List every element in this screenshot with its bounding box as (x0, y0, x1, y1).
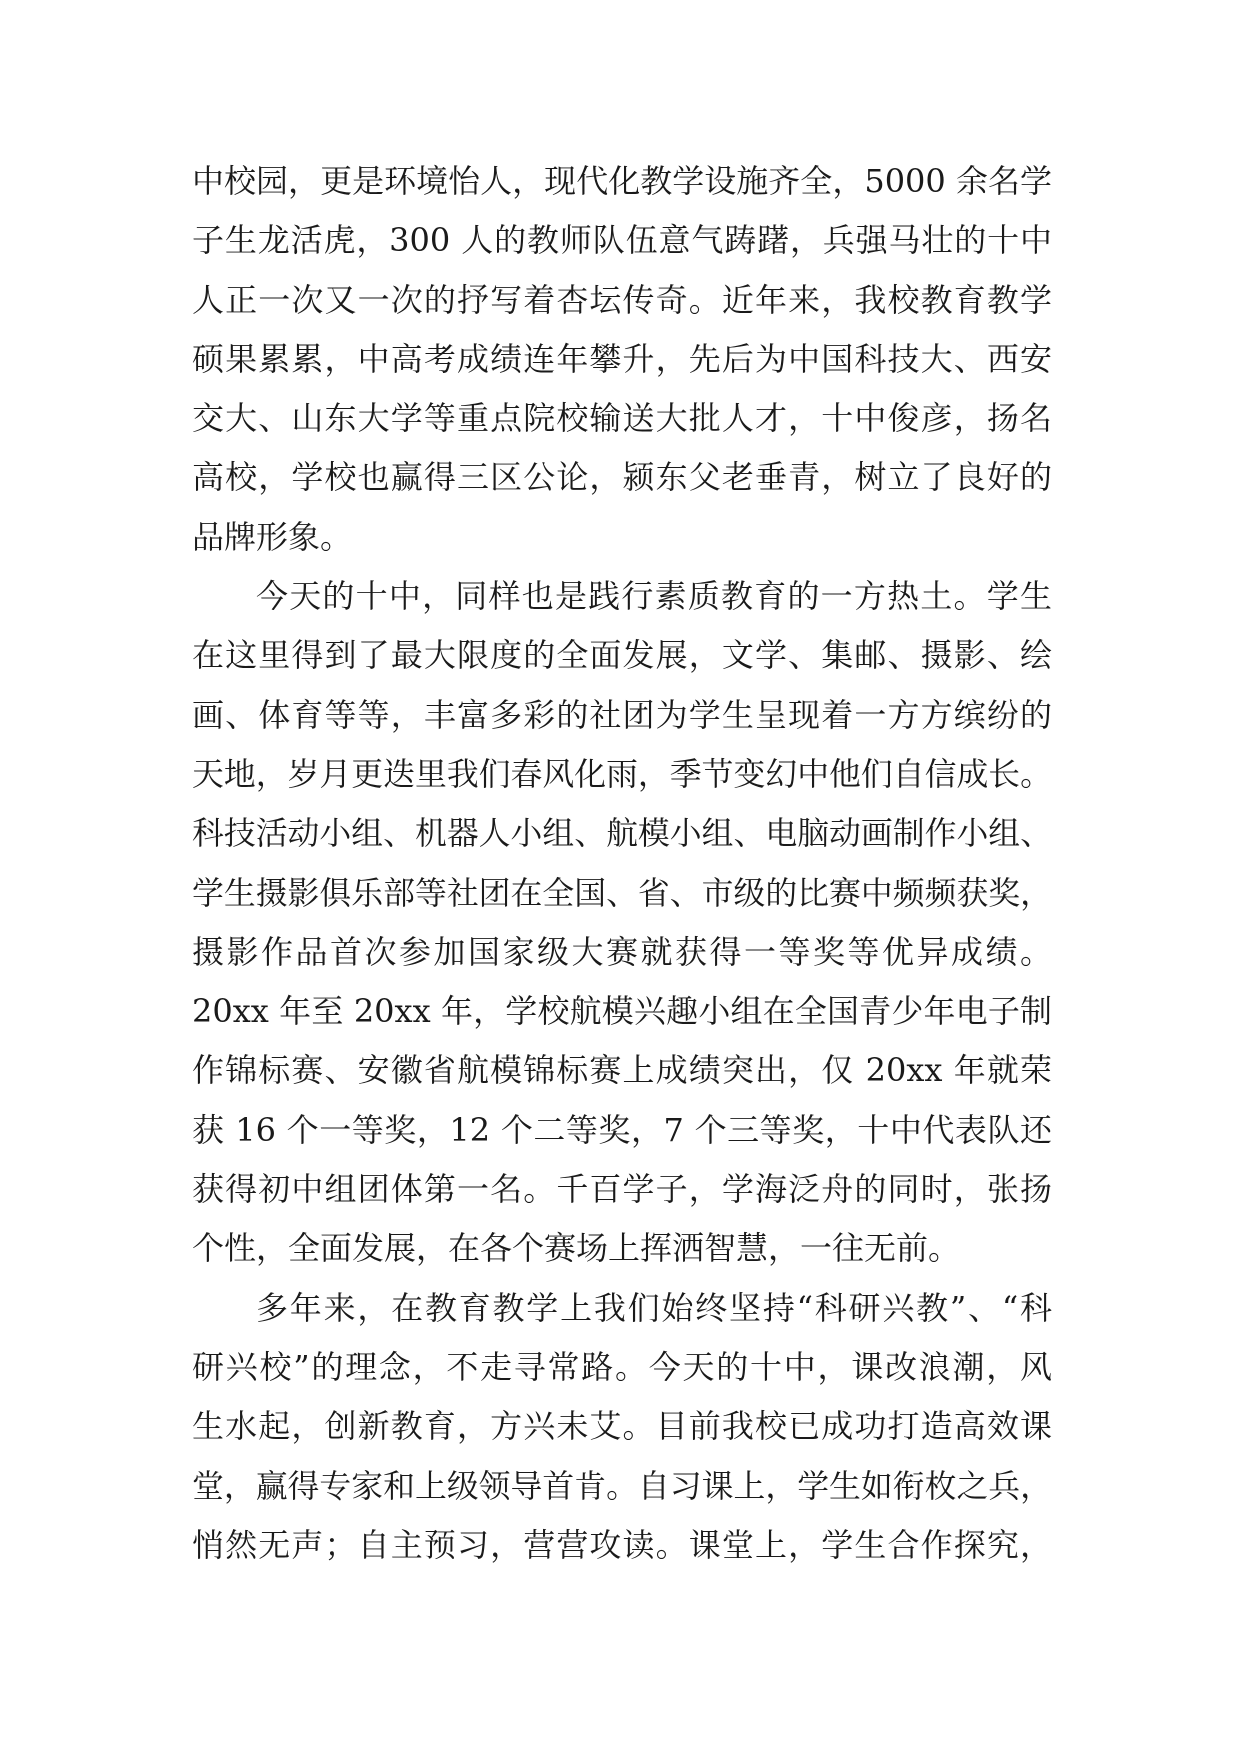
paragraph-2-line-2: 在这里得到了最大限度的全面发展，文学、集邮、摄影、绘 (192, 636, 1052, 675)
paragraph-1-line-3: 人正一次又一次的抒写着杏坛传奇。近年来，我校教育教学 (192, 280, 1052, 319)
paragraph-2-line-9: 作锦标赛、安徽省航模锦标赛上成绩突出，仅 20xx 年就荣 (192, 1051, 1052, 1090)
paragraph-2-line-11: 获得初中组团体第一名。千百学子，学海泛舟的同时，张扬 (192, 1170, 1052, 1209)
paragraph-1-line-1: 中校园，更是环境怡人，现代化教学设施齐全，5000 余名学 (192, 162, 1052, 200)
paragraph-2-line-8: 20xx 年至 20xx 年，学校航模兴趣小组在全国青少年电子制 (192, 992, 1052, 1031)
paragraph-2-line-4: 天地，岁月更迭里我们春风化雨，季节变幻中他们自信成长。 (192, 754, 1052, 793)
paragraph-3-line-5: 悄然无声；自主预习，营营攻读。课堂上，学生合作探究， (192, 1525, 1052, 1564)
paragraph-2-line-12: 个性，全面发展，在各个赛场上挥洒智慧，一往无前。 (192, 1229, 961, 1268)
paragraph-2-line-1: 今天的十中，同样也是践行素质教育的一方热土。学生 (256, 577, 1052, 616)
paragraph-1-line-5: 交大、山东大学等重点院校输送大批人才，十中俊彦，扬名 (192, 399, 1052, 438)
paragraph-2-line-10: 获 16 个一等奖，12 个二等奖，7 个三等奖，十中代表队还 (192, 1110, 1052, 1149)
paragraph-1-line-6: 高校，学校也赢得三区公论，颍东父老垂青，树立了良好的 (192, 458, 1052, 497)
paragraph-3-line-3: 生水起，创新教育，方兴未艾。目前我校已成功打造高效课 (192, 1407, 1052, 1446)
document-body (192, 152, 1052, 1575)
paragraph-2-line-3: 画、体育等等，丰富多彩的社团为学生呈现着一方方缤纷的 (192, 695, 1052, 734)
paragraph-1-line-2: 子生龙活虎，300 人的教师队伍意气踌躇，兵强马壮的十中 (192, 221, 1052, 260)
paragraph-3-line-4: 堂，赢得专家和上级领导首肯。自习课上，学生如衔枚之兵， (192, 1466, 1052, 1505)
paragraph-2-line-7: 摄影作品首次参加国家级大赛就获得一等奖等优异成绩。 (192, 932, 1052, 971)
paragraph-2-line-6: 学生摄影俱乐部等社团在全国、省、市级的比赛中频频获奖， (192, 873, 1052, 912)
paragraph-2-line-5: 科技活动小组、机器人小组、航模小组、电脑动画制作小组、 (192, 814, 1052, 853)
paragraph-3-line-1: 多年来，在教育教学上我们始终坚持“科研兴教”、“科 (256, 1288, 1052, 1327)
paragraph-1-line-4: 硕果累累，中高考成绩连年攀升，先后为中国科技大、西安 (192, 339, 1052, 378)
paragraph-3-line-2: 研兴校”的理念，不走寻常路。今天的十中，课改浪潮，风 (192, 1347, 1052, 1386)
paragraph-1-line-7: 品牌形象。 (192, 517, 353, 556)
